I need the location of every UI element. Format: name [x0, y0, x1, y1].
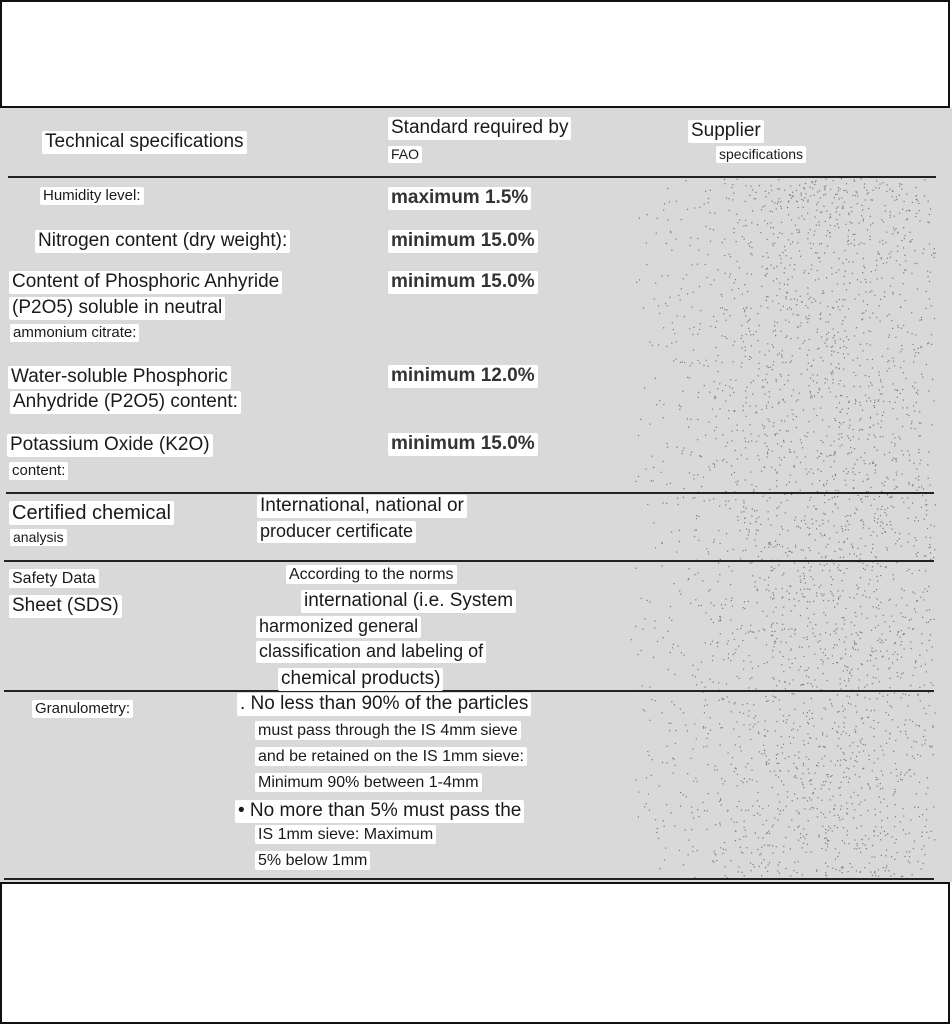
humidity-label: Humidity level: — [40, 187, 144, 205]
sds-value-line1: According to the norms — [286, 565, 457, 584]
certified-value-line2: producer certificate — [257, 521, 416, 543]
phosphoric-label-line3: ammonium citrate: — [10, 324, 139, 342]
phosphoric-label-line1: Content of Phosphoric Anhyride — [9, 271, 282, 294]
bottom-blank-box — [0, 882, 950, 1024]
phosphoric-value: minimum 15.0% — [388, 271, 538, 294]
header-rule — [8, 176, 936, 178]
header-supplier: Supplier — [688, 120, 764, 143]
potassium-label-line2: content: — [9, 462, 68, 480]
water-soluble-label-line1: Water-soluble Phosphoric — [8, 366, 231, 389]
certified-label-line1: Certified chemical — [9, 501, 174, 525]
table-bottom-rule — [4, 878, 934, 880]
row-rule-certified — [6, 492, 934, 494]
granulometry-value-line1: . No less than 90% of the particles — [237, 693, 531, 716]
header-technical-specifications: Technical specifications — [42, 131, 247, 154]
row-rule-granulometry — [4, 690, 934, 692]
sds-value-line2: international (i.e. System — [301, 590, 516, 613]
water-soluble-label-line2: Anhydride (P2O5) content: — [10, 391, 241, 414]
header-supplier-specifications: specifications — [716, 146, 806, 163]
potassium-value: minimum 15.0% — [388, 433, 538, 456]
header-fao-label: FAO — [388, 146, 422, 163]
granulometry-value-line3: and be retained on the IS 1mm sieve: — [255, 747, 527, 766]
header-standard-fao: Standard required by — [388, 117, 571, 140]
granulometry-value-line2: must pass through the IS 4mm sieve — [255, 721, 521, 740]
top-blank-box — [0, 0, 950, 108]
phosphoric-label-line2: (P2O5) soluble in neutral — [9, 297, 225, 320]
water-soluble-value: minimum 12.0% — [388, 365, 538, 388]
certified-label-line2: analysis — [10, 529, 67, 546]
granulometry-value-line7: 5% below 1mm — [255, 851, 370, 870]
granulometry-value-line4: Minimum 90% between 1-4mm — [255, 773, 482, 792]
granulometry-label: Granulometry: — [32, 700, 133, 718]
sds-label-line1: Safety Data — [9, 569, 99, 588]
sds-value-line3: harmonized general — [256, 616, 421, 638]
granulometry-value-line6: IS 1mm sieve: Maximum — [255, 825, 436, 844]
sds-value-line4: classification and labeling of — [256, 641, 486, 663]
humidity-value: maximum 1.5% — [388, 187, 531, 210]
nitrogen-value: minimum 15.0% — [388, 230, 538, 253]
sds-value-line5: chemical products) — [278, 668, 443, 691]
nitrogen-label: Nitrogen content (dry weight): — [35, 230, 290, 253]
row-rule-sds — [4, 560, 934, 562]
spec-table-scan — [0, 108, 952, 882]
sds-label-line2: Sheet (SDS) — [9, 595, 122, 618]
granulometry-value-line5: • No more than 5% must pass the — [235, 800, 524, 823]
potassium-label-line1: Potassium Oxide (K2O) — [7, 434, 213, 457]
certified-value-line1: International, national or — [257, 495, 467, 518]
